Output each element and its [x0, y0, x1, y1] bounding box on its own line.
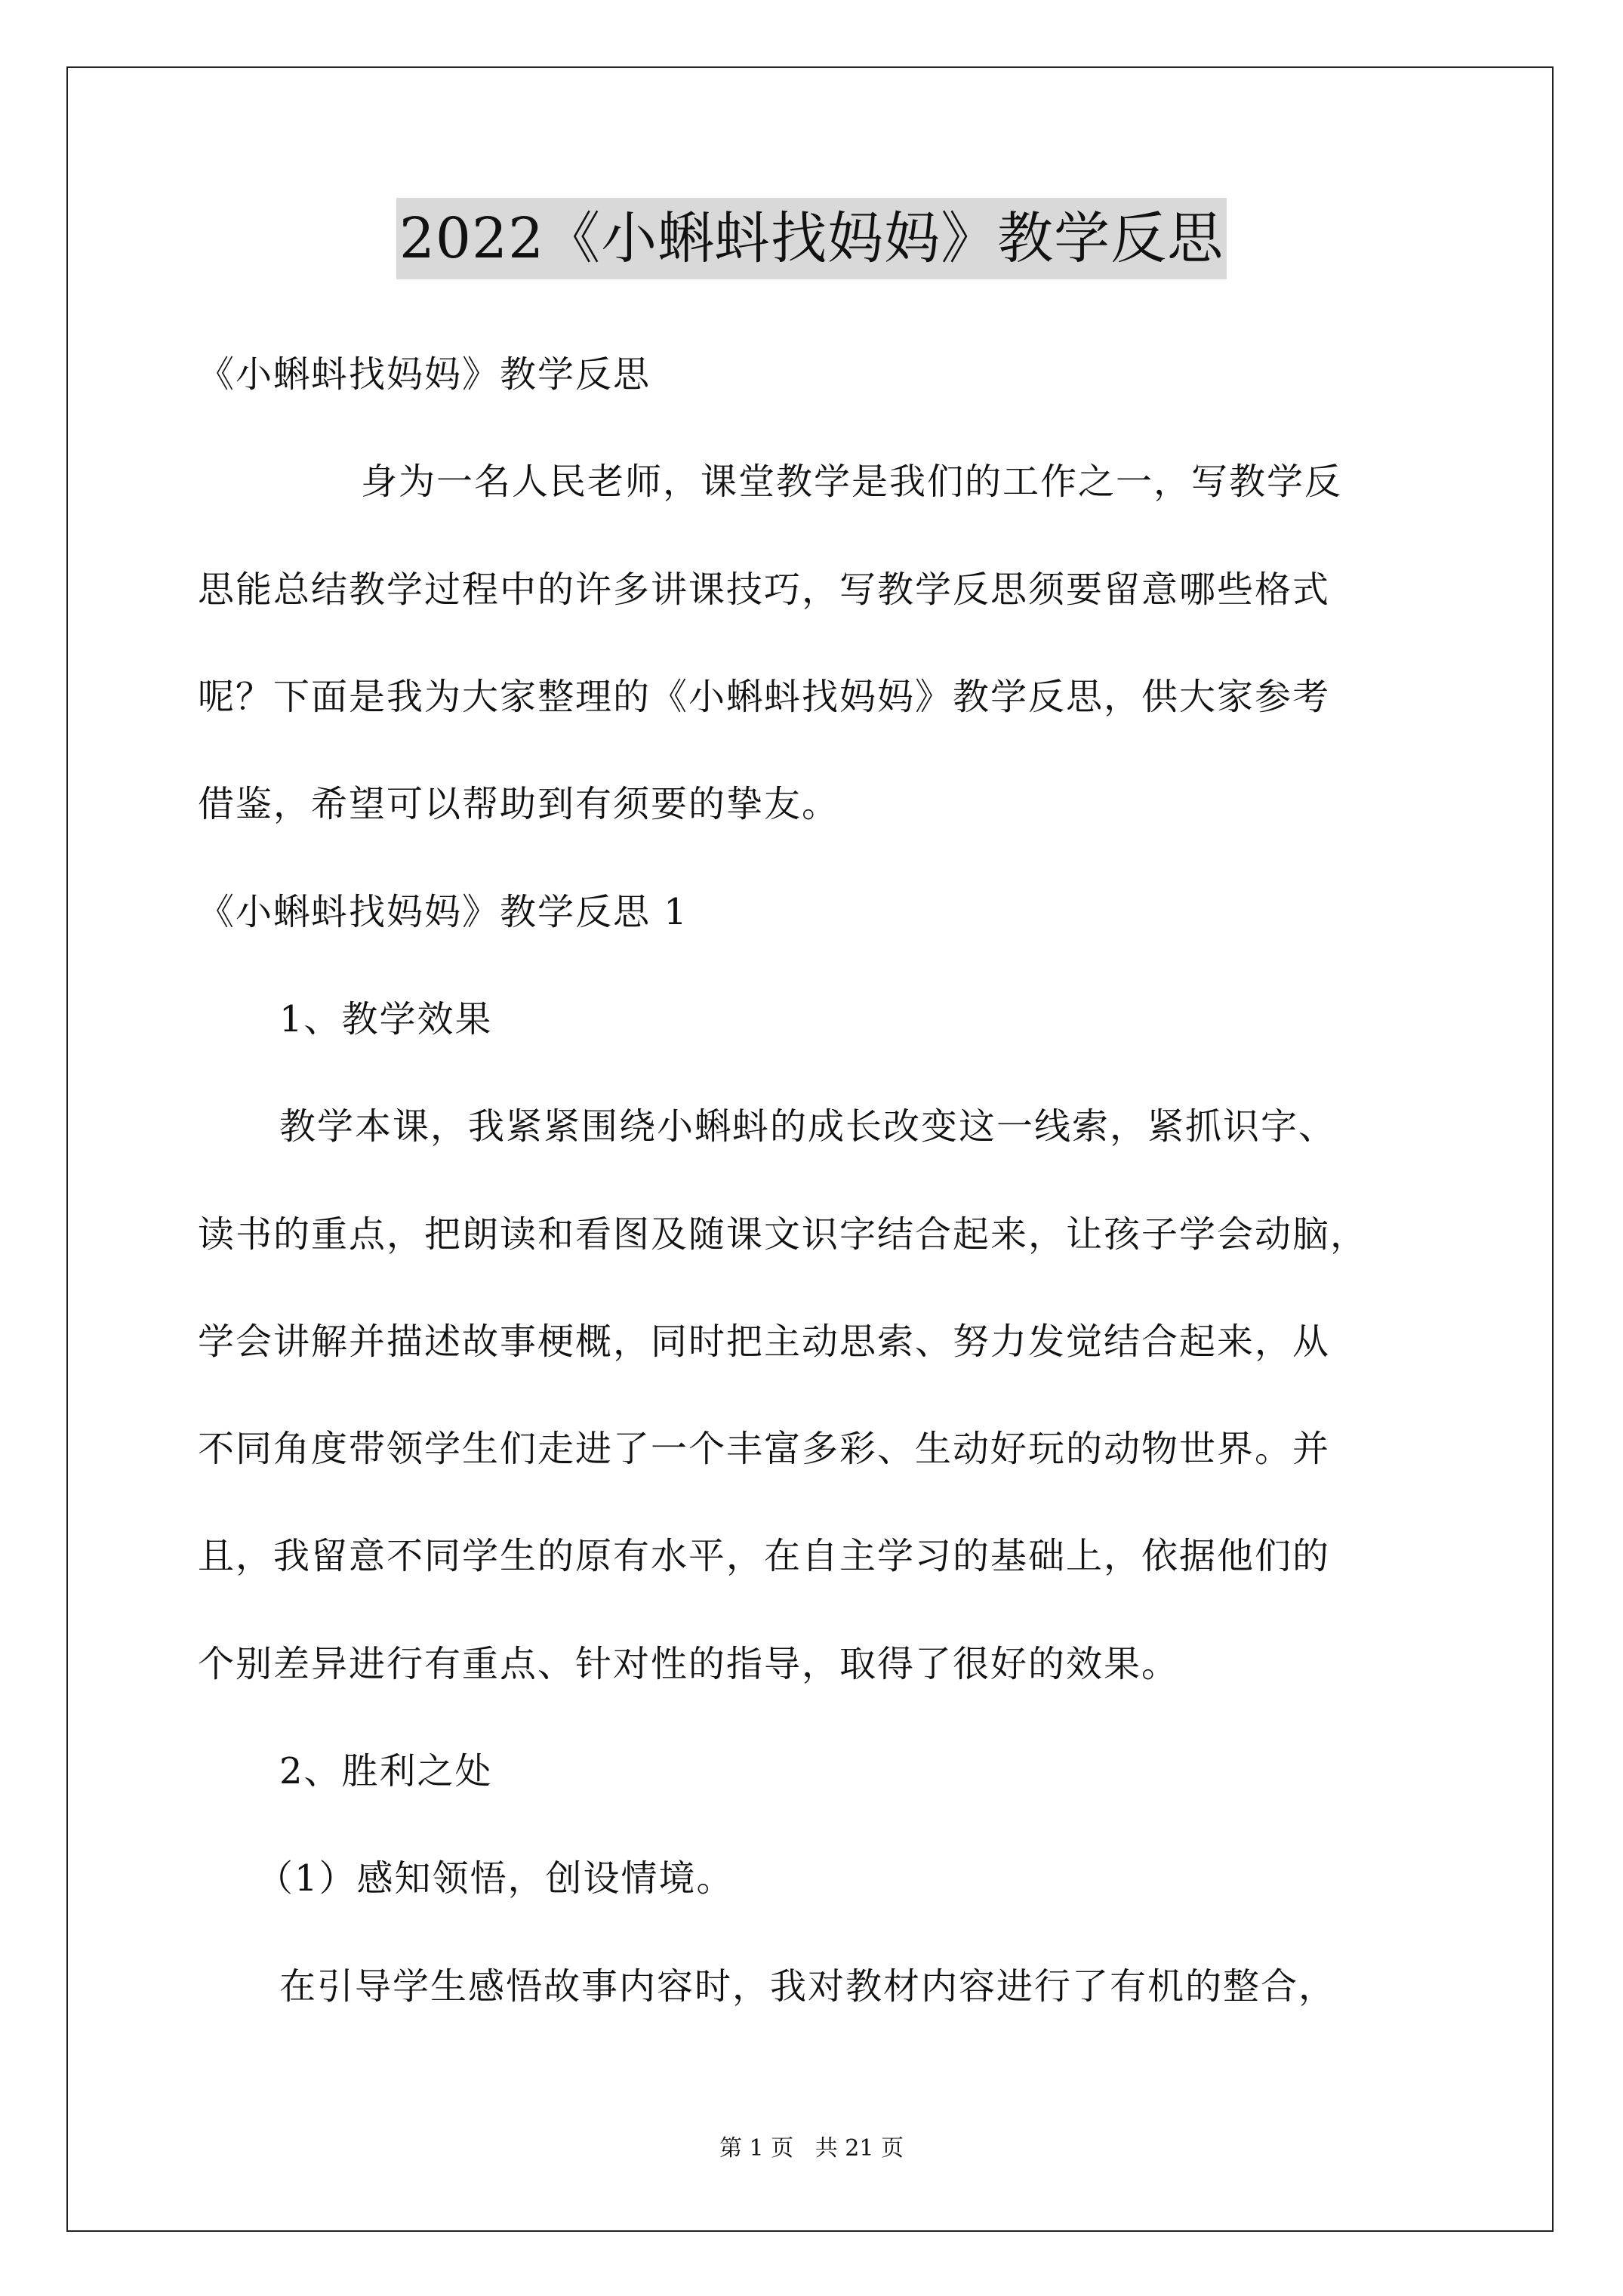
page-footer: 第 1 页 共 21 页	[719, 2135, 904, 2162]
paragraph-line: 学会讲解并描述故事梗概，同时把主动思索、努力发觉结合起来，从	[198, 1321, 1331, 1363]
section-subheading: 1、教学效果	[279, 998, 493, 1040]
subheading-line: 《小蝌蚪找妈妈》教学反思	[198, 353, 651, 396]
paragraph-line: 且，我留意不同学生的原有水平，在自主学习的基础上，依据他们的	[198, 1535, 1331, 1577]
paragraph-line: 读书的重点，把朗读和看图及随课文识字结合起来，让孩子学会动脑，	[198, 1213, 1369, 1256]
paragraph-line: 在引导学生感悟故事内容时，我对教材内容进行了有机的整合，	[279, 1965, 1337, 2008]
paragraph-line: 不同角度带领学生们走进了一个丰富多彩、生动好玩的动物世界。并	[198, 1428, 1331, 1470]
paragraph-line: 教学本课，我紧紧围绕小蝌蚪的成长改变这一线索，紧抓识字、	[279, 1105, 1337, 1148]
paragraph-line: 借鉴，希望可以帮助到有须要的挚友。	[198, 783, 840, 825]
title-container	[0, 198, 1623, 279]
paragraph-line: 思能总结教学过程中的许多讲课技巧，写教学反思须要留意哪些格式	[198, 569, 1331, 611]
list-item: （1）感知领悟，创设情境。	[257, 1857, 735, 1900]
paragraph-line: 个别差异进行有重点、针对性的指导，取得了很好的效果。	[198, 1643, 1180, 1685]
section-heading: 《小蝌蚪找妈妈》教学反思 1	[198, 891, 688, 933]
document-title: 2022《小蝌蚪找妈妈》教学反思	[396, 198, 1227, 279]
paragraph-line: 身为一名人民老师，课堂教学是我们的工作之一，写教学反	[361, 461, 1343, 503]
paragraph-line: 呢？下面是我为大家整理的《小蝌蚪找妈妈》教学反思，供大家参考	[198, 676, 1331, 718]
section-subheading: 2、胜利之处	[279, 1750, 493, 1792]
